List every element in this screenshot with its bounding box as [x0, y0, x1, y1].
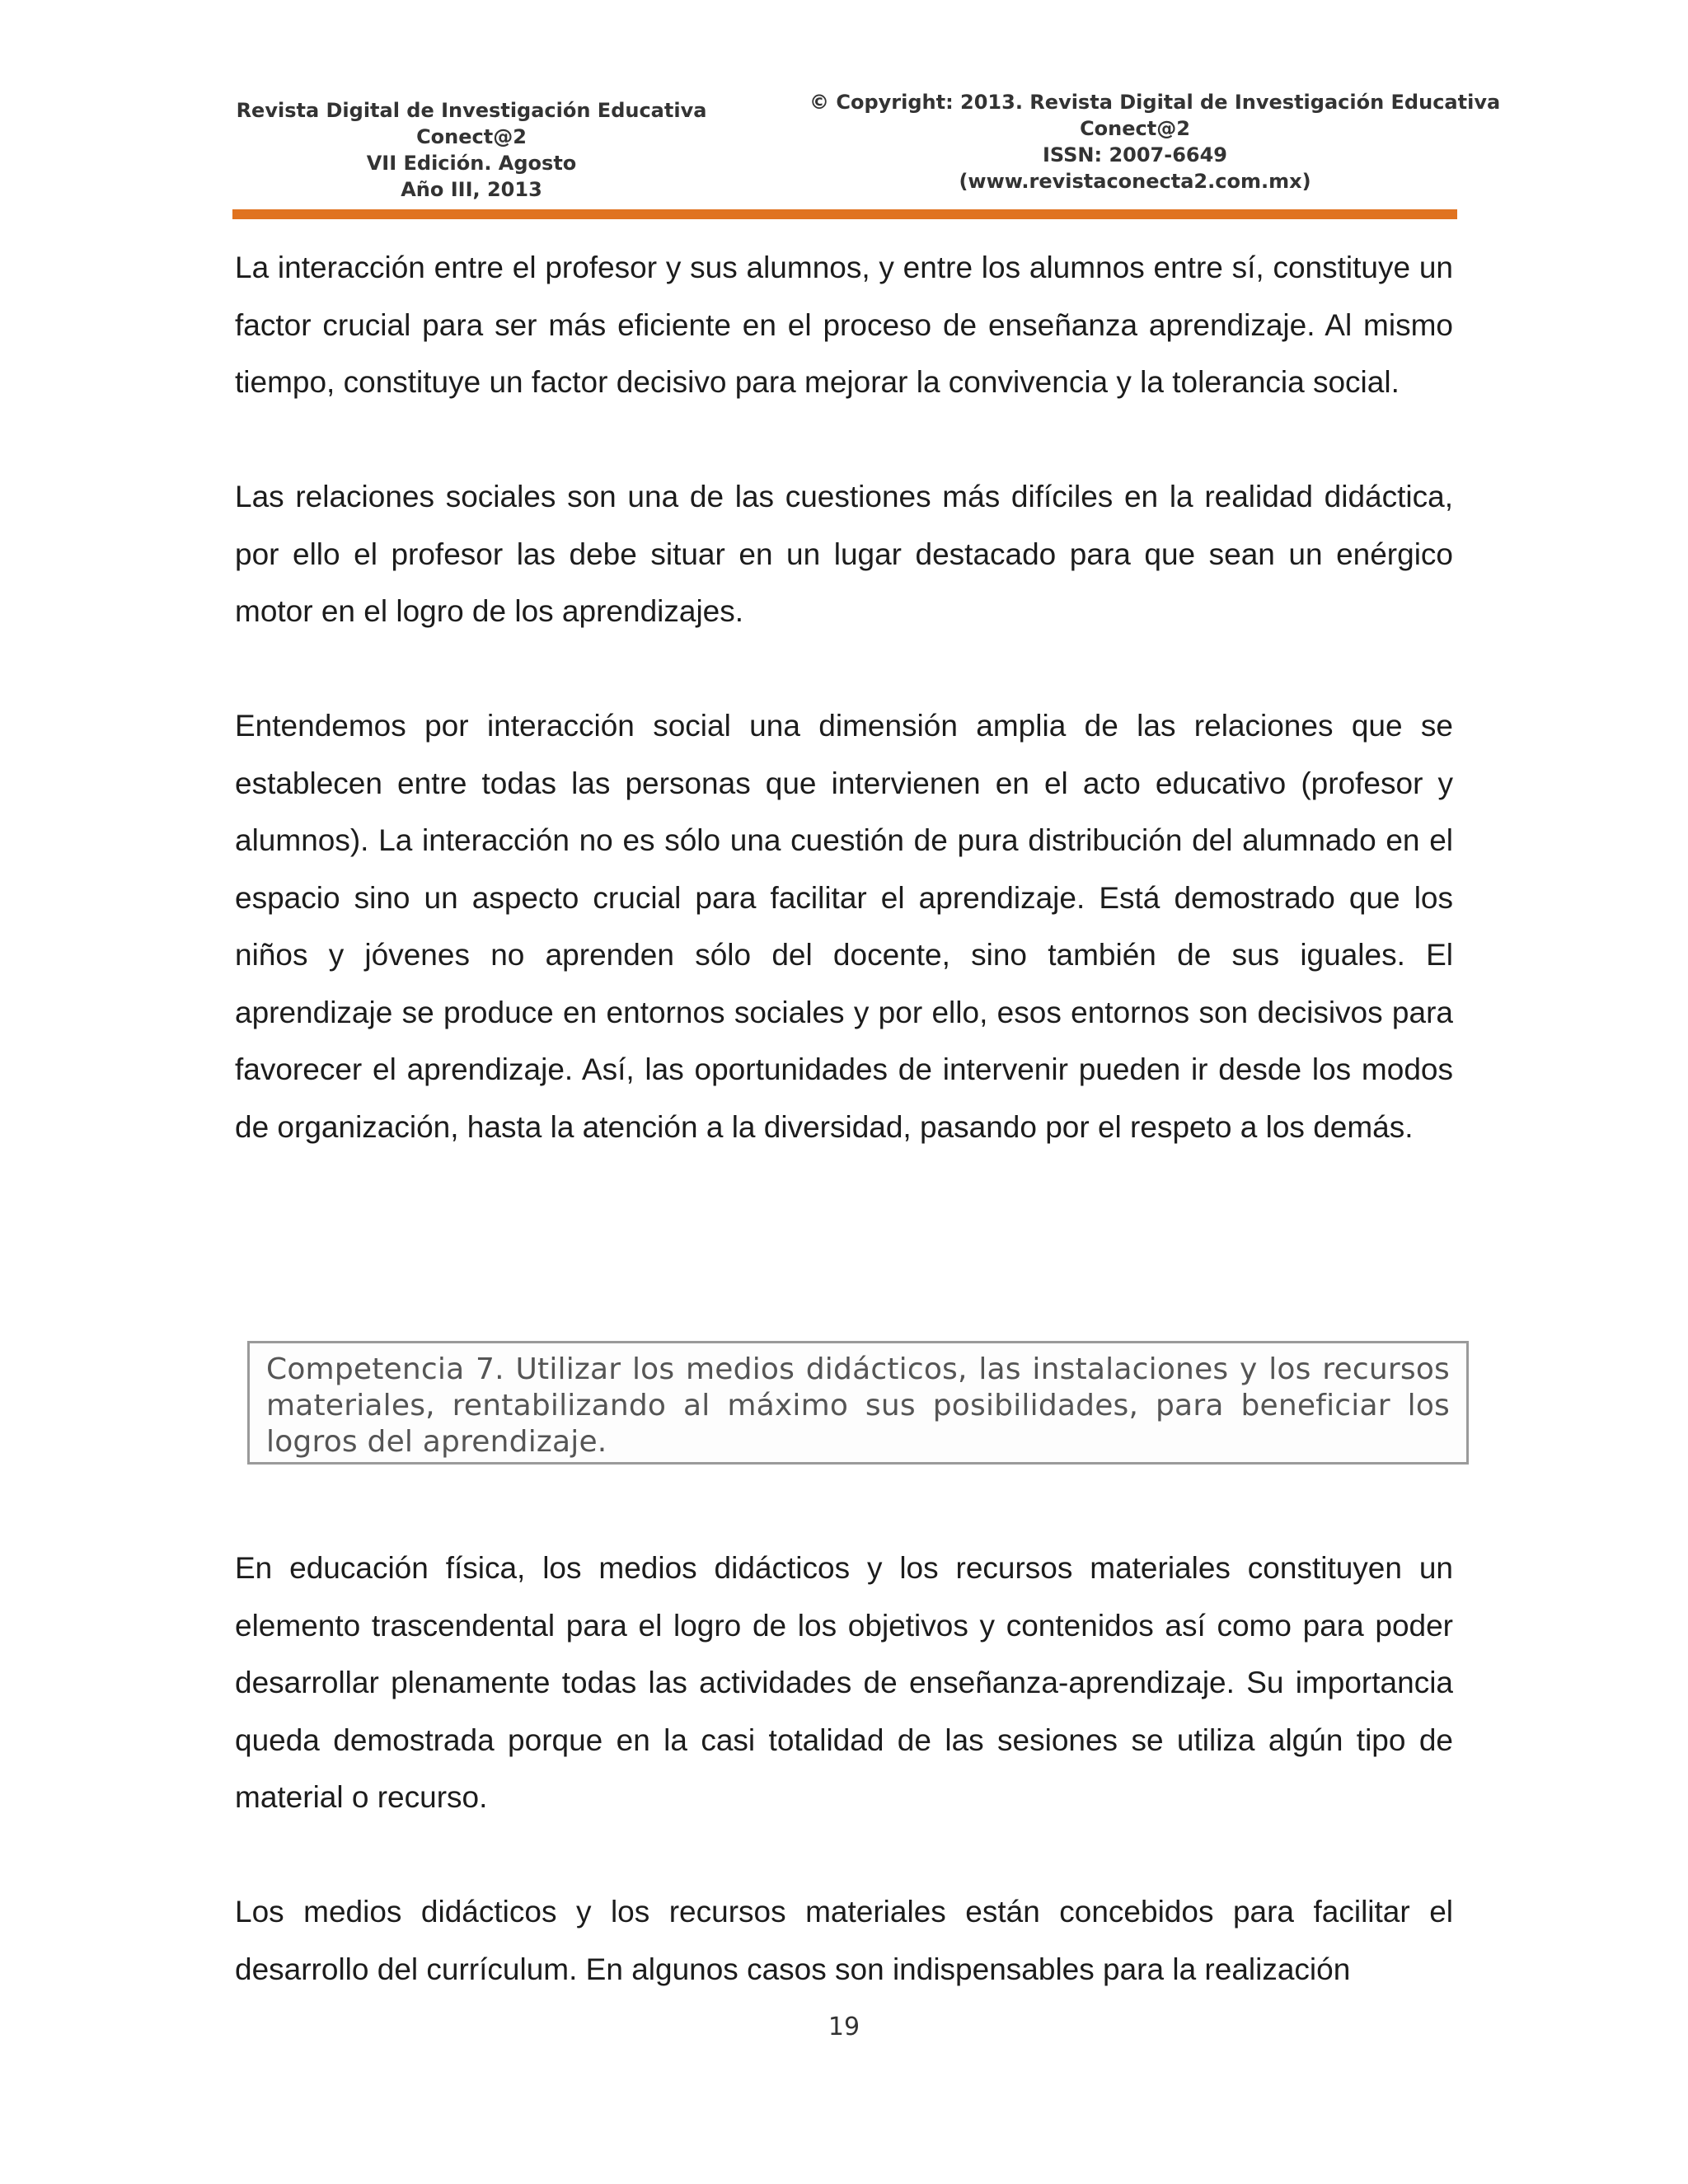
issn-label: ISSN: 2007-6649	[1042, 143, 1227, 166]
paragraph: Los medios didácticos y los recursos materiales están concebidos para facilitar el desarrollo del currículum. En algunos casos son indispensables para la realización	[235, 1895, 1453, 1986]
copyright-block	[809, 89, 1501, 194]
paragraph: En educación física, los medios didácticos y los recursos materiales constituyen un elemento trascendental para el logro de los objetivos y contenidos así como para poder desarrollar plenamente todas las actividades de enseñanza-aprendizaje. Su importancia queda demostrada porque en la casi totalidad de las sesiones se utiliza algún tipo de material o recurso.	[235, 1551, 1453, 1814]
page-number: 19	[828, 2013, 860, 2041]
body-text-bottom	[235, 1540, 1453, 1998]
journal-name: Conect@2	[416, 125, 527, 148]
edition-label: VII Edición. Agosto	[366, 152, 577, 175]
page-header	[232, 89, 1501, 221]
journal-title: Revista Digital de Investigación Educativa	[236, 99, 707, 122]
competencia-text: Competencia 7. Utilizar los medios didácticos, las instalaciones y los recursos materiales, rentabilizando al máximo sus posibilidades, para beneficiar los logros del aprendizaje.	[266, 1352, 1450, 1459]
header-divider	[232, 209, 1457, 219]
website-label: (www.revistaconecta2.com.mx)	[959, 170, 1311, 193]
paragraph: La interacción entre el profesor y sus alumnos, y entre los alumnos entre sí, constituye un factor crucial para ser más eficiente en el proceso de enseñanza aprendizaje. Al mismo tiempo, constituye un factor decisivo para mejorar la convivencia y la tolerancia social.	[235, 251, 1453, 399]
body-text-top	[235, 239, 1453, 1155]
copyright-journal-name: Conect@2	[1080, 117, 1190, 140]
paragraph: Entendemos por interacción social una dimensión amplia de las relaciones que se establecen entre todas las personas que intervienen en el acto educativo (profesor y alumnos). La interacción no es sólo una cuestión de pura distribución del alumnado en el espacio sino un aspecto crucial para facilitar el aprendizaje. Está demostrado que los niños y jóvenes no aprenden sólo del docente, sino también de sus iguales. El aprendizaje se produce en entornos sociales y por ello, esos entornos son decisivos para favorecer el aprendizaje. Así, las oportunidades de intervenir pueden ir desde los modos de organización, hasta la atención a la diversidad, pasando por el respeto a los demás.	[235, 709, 1453, 1144]
paragraph: Las relaciones sociales son una de las cuestiones más difíciles en la realidad didáctica, por ello el profesor las debe situar en un lugar destacado para que sean un enérgico motor en el logro de los aprendizajes.	[235, 480, 1453, 628]
year-label: Año III, 2013	[401, 178, 542, 201]
copyright-line: © Copyright: 2013. Revista Digital de Investigación Educativa	[809, 91, 1501, 114]
journal-edition-block	[232, 97, 710, 203]
competencia-box	[247, 1341, 1469, 1465]
